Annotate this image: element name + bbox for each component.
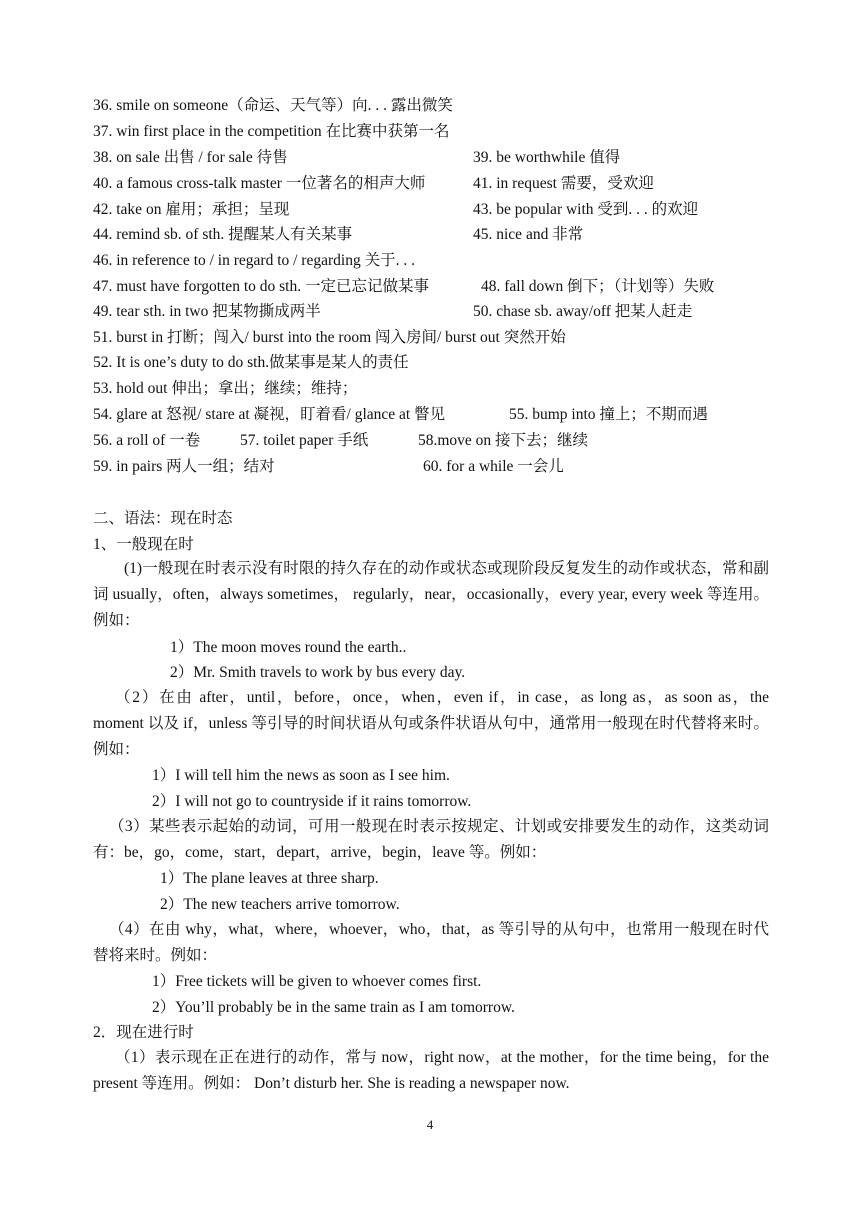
vocab-item-38: 38. on sale 出售 / for sale 待售 <box>93 149 288 166</box>
example-sentence: 1）Free tickets will be given to whoever comes first. <box>152 973 482 990</box>
vocab-item-57: 57. toilet paper 手纸 <box>240 432 369 449</box>
vocab-item-37: 37. win first place in the competition 在比赛中获第一名 <box>93 123 450 140</box>
vocab-item-53: 53. hold out 伸出；拿出；继续；维持； <box>93 380 358 397</box>
vocab-item-49: 49. tear sth. in two 把某物撕成两半 <box>93 303 321 320</box>
paragraph-simple-present-2: （2）在由 after，until，before，once，when，even if，in case，as long as，as soon as，the moment 以及 if，unless 等引导的时间状语从句或条件状语从句中，通常用一般现在时代替将来时。例如： <box>93 689 769 758</box>
example-sentence: 2）The new teachers arrive tomorrow. <box>160 896 400 913</box>
vocab-item-51: 51. burst in 打断；闯入/ burst into the room 闯入房间/ burst out 突然开始 <box>93 329 566 346</box>
example-sentence: 2）Mr. Smith travels to work by bus every day. <box>170 664 466 681</box>
vocab-item-39: 39. be worthwhile 值得 <box>473 149 621 166</box>
vocab-item-43: 43. be popular with 受到. . . 的欢迎 <box>473 201 699 218</box>
vocab-item-40: 40. a famous cross-talk master 一位著名的相声大师 <box>93 175 426 192</box>
page-number: 4 <box>426 1117 434 1132</box>
vocab-item-48: 48. fall down 倒下；（计划等）失败 <box>481 278 715 295</box>
example-sentence: 1）I will tell him the news as soon as I see him. <box>152 767 450 784</box>
vocab-item-54: 54. glare at 怒视/ stare at 凝视，盯着看/ glance at 瞥见 <box>93 406 446 423</box>
vocab-item-56: 56. a roll of 一卷 <box>93 432 201 449</box>
example-sentence: 1）The plane leaves at three sharp. <box>160 870 379 887</box>
vocab-item-47: 47. must have forgotten to do sth. 一定已忘记做某事 <box>93 278 429 295</box>
vocab-item-41: 41. in request 需要，受欢迎 <box>473 175 654 192</box>
example-sentence: 2）I will not go to countryside if it rains tomorrow. <box>152 793 472 810</box>
vocab-item-42: 42. take on 雇用；承担；呈现 <box>93 201 290 218</box>
vocab-item-55: 55. bump into 撞上；不期而遇 <box>509 406 708 423</box>
vocab-item-50: 50. chase sb. away/off 把某人赶走 <box>473 303 693 320</box>
vocab-item-58: 58.move on 接下去；继续 <box>418 432 589 449</box>
paragraph-simple-present-1: (1)一般现在时表示没有时限的持久存在的动作或状态或现阶段反复发生的动作或状态，常和副词 usually，often，always sometimes， regularly，near，occasionally，every year, every week 等连用。例如： <box>93 560 769 629</box>
example-sentence: 1）The moon moves round the earth.. <box>170 639 407 656</box>
paragraph-simple-present-4: （4）在由 why，what，where，whoever，who，that，as 等引导的从句中，也常用一般现在时代替将来时。例如： <box>93 921 769 964</box>
section-title-present-continuous: 2．现在进行时 <box>93 1024 194 1041</box>
paragraph-present-continuous-1: （1）表示现在正在进行的动作，常与 now，right now，at the mother，for the time being，for the present 等连用。例如： Don’t disturb her. She is reading a newspaper now. <box>93 1049 769 1092</box>
vocab-item-52: 52. It is one’s duty to do sth.做某事是某人的责任 <box>93 354 409 371</box>
grammar-heading: 二、语法：现在时态 <box>93 510 233 527</box>
section-title-simple-present: 1、一般现在时 <box>93 536 194 553</box>
vocab-item-44: 44. remind sb. of sth. 提醒某人有关某事 <box>93 226 353 243</box>
vocab-item-45: 45. nice and 非常 <box>473 226 584 243</box>
vocab-item-36: 36. smile on someone（命运、天气等）向. . . 露出微笑 <box>93 97 453 114</box>
example-sentence: 2）You’ll probably be in the same train as I am tomorrow. <box>152 999 515 1016</box>
vocab-item-46: 46. in reference to / in regard to / regarding 关于. . . <box>93 252 415 269</box>
vocab-item-60: 60. for a while 一会儿 <box>423 458 564 475</box>
vocab-item-59: 59. in pairs 两人一组；结对 <box>93 458 275 475</box>
paragraph-simple-present-3: （3）某些表示起始的动词，可用一般现在时表示按规定、计划或安排要发生的动作，这类动词有：be，go，come，start，depart，arrive，begin，leave 等。例如： <box>93 818 769 861</box>
